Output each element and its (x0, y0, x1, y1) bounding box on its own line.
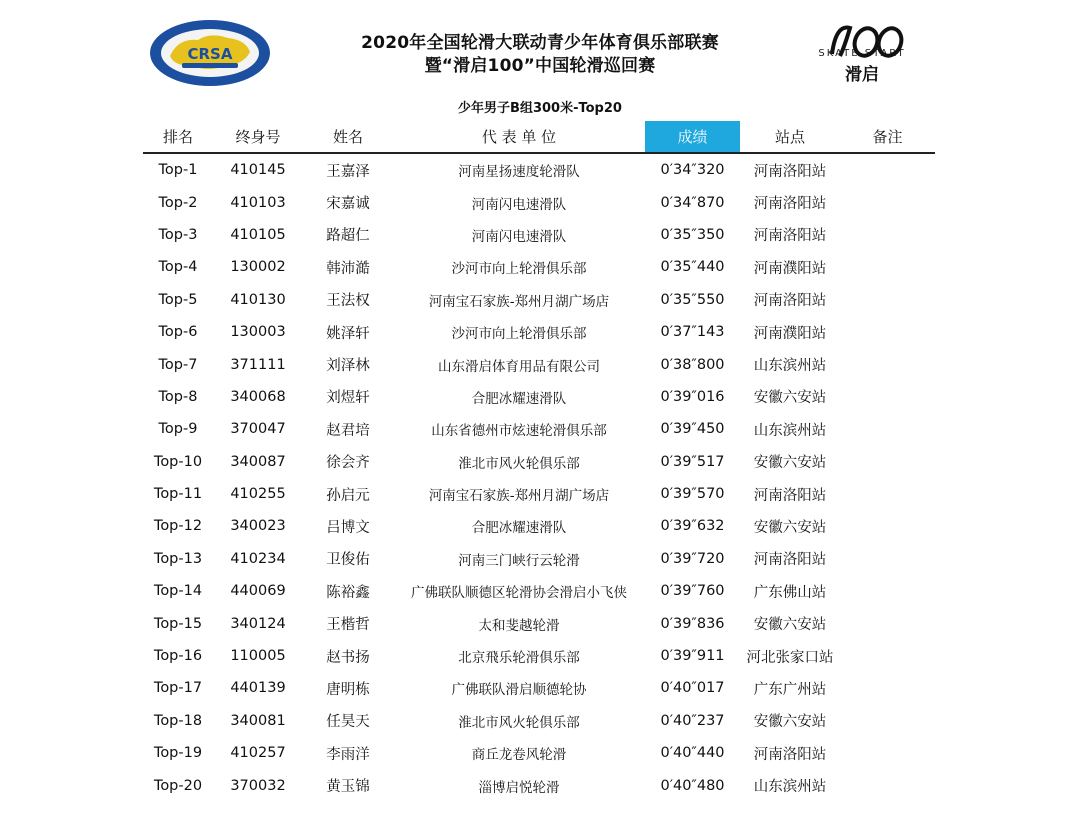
cell-id: 410255 (230, 486, 286, 503)
cell-id: 410257 (230, 745, 286, 762)
cell-note (840, 284, 935, 316)
cell-unit: 北京飛乐轮滑俱乐部 (458, 650, 580, 667)
cell-id: 371111 (230, 356, 286, 373)
cell-result: 0′39″517 (660, 453, 725, 470)
cell-unit: 山东省德州市炫速轮滑俱乐部 (431, 423, 607, 440)
cell-name: 吕博文 (326, 519, 370, 536)
cell-note (840, 153, 935, 186)
cell-rank: Top-20 (153, 777, 203, 794)
cell-name: 宋嘉诚 (326, 196, 370, 213)
header (0, 0, 1080, 95)
cell-note (840, 640, 935, 672)
cell-name: 李雨洋 (326, 746, 370, 763)
table-row (143, 316, 935, 348)
cell-note (840, 607, 935, 639)
cell-note (840, 769, 935, 801)
cell-note (840, 737, 935, 769)
cell-rank: Top-6 (158, 324, 198, 341)
cell-rank: Top-14 (153, 583, 203, 600)
cell-station: 山东滨州站 (753, 358, 827, 375)
cell-result: 0′38″800 (660, 356, 725, 373)
logo-skate-start-text: SKATE START (818, 48, 906, 59)
cell-id: 440069 (230, 583, 286, 600)
cell-id: 130002 (230, 259, 286, 276)
table-row (143, 640, 935, 672)
cell-rank: Top-11 (153, 486, 203, 503)
cell-name: 刘泽林 (326, 358, 370, 375)
cell-unit: 河南闪电速滑队 (471, 228, 567, 245)
cell-result: 0′39″760 (660, 583, 725, 600)
cell-id: 410130 (230, 291, 286, 308)
cell-station: 河南洛阳站 (753, 552, 827, 569)
header-unit: 代 表 单 位 (393, 121, 645, 153)
cell-result: 0′39″016 (660, 388, 725, 405)
cell-result: 0′39″911 (660, 648, 725, 665)
title-block (300, 32, 780, 78)
cell-name: 孙启元 (326, 487, 370, 504)
cell-name: 任昊天 (326, 714, 370, 731)
cell-rank: Top-3 (158, 226, 198, 243)
cell-unit: 商丘龙卷风轮滑 (471, 747, 567, 764)
cell-rank: Top-12 (153, 518, 203, 535)
cell-name: 卫俊佑 (326, 552, 370, 569)
cell-name: 唐明栋 (326, 681, 370, 698)
cell-station: 广东佛山站 (753, 584, 827, 601)
results-table (143, 121, 935, 802)
cell-rank: Top-4 (158, 259, 198, 276)
cell-station: 河南洛阳站 (753, 196, 827, 213)
cell-note (840, 316, 935, 348)
header-name: 姓名 (303, 121, 393, 153)
cell-rank: Top-9 (158, 421, 198, 438)
table-row (143, 672, 935, 704)
cell-id: 110005 (230, 648, 286, 665)
cell-rank: Top-16 (153, 648, 203, 665)
main-title-line2: 暨“滑启100”中国轮滑巡回赛 (424, 56, 656, 76)
cell-id: 340068 (230, 388, 286, 405)
table-row (143, 607, 935, 639)
cell-unit: 广佛联队顺德区轮滑协会滑启小飞侠 (411, 585, 627, 602)
cell-unit: 河南宝石家族-郑州月湖广场店 (428, 488, 610, 505)
main-title-line1: 2020年全国轮滑大联动青少年体育俱乐部联赛 (361, 33, 719, 53)
cell-result: 0′34″870 (660, 194, 725, 211)
cell-id: 340124 (230, 615, 286, 632)
cell-station: 河南洛阳站 (753, 163, 827, 180)
cell-note (840, 348, 935, 380)
table-body (143, 153, 935, 802)
cell-id: 370032 (230, 777, 286, 794)
subtitle: 少年男子B组300米-Top20 (458, 101, 622, 116)
table-row (143, 381, 935, 413)
cell-unit: 河南宝石家族-郑州月湖广场店 (428, 293, 610, 310)
cell-note (840, 251, 935, 283)
cell-unit: 太和斐越轮滑 (478, 617, 560, 634)
table-row (143, 510, 935, 542)
cell-unit: 河南三门峡行云轮滑 (458, 552, 580, 569)
table-row (143, 348, 935, 380)
cell-station: 河南濮阳站 (753, 260, 827, 277)
cell-unit: 合肥冰耀速滑队 (471, 390, 567, 407)
cell-result: 0′40″017 (660, 680, 725, 697)
cell-station: 安徽六安站 (753, 617, 827, 634)
table-header-row (143, 121, 935, 153)
cell-result: 0′35″350 (660, 226, 725, 243)
cell-unit: 淮北市风火轮俱乐部 (458, 455, 580, 472)
header-station: 站点 (740, 121, 840, 153)
cell-result: 0′35″440 (660, 259, 725, 276)
cell-station: 河南洛阳站 (753, 228, 827, 245)
cell-note (840, 381, 935, 413)
cell-result: 0′40″237 (660, 712, 725, 729)
cell-result: 0′39″450 (660, 421, 725, 438)
table-row (143, 153, 935, 186)
cell-id: 370047 (230, 421, 286, 438)
cell-station: 河南洛阳站 (753, 746, 827, 763)
cell-id: 340023 (230, 518, 286, 535)
cell-name: 路超仁 (326, 228, 370, 245)
table-row (143, 769, 935, 801)
skate-start-logo (792, 18, 932, 88)
cell-station: 河南洛阳站 (753, 293, 827, 310)
cell-rank: Top-8 (158, 388, 198, 405)
cell-result: 0′35″550 (660, 291, 725, 308)
logo-lettering: CRSA (187, 45, 233, 63)
cell-note (840, 543, 935, 575)
cell-id: 340081 (230, 712, 286, 729)
cell-id: 440139 (230, 680, 286, 697)
cell-note (840, 705, 935, 737)
cell-note (840, 219, 935, 251)
cell-note (840, 672, 935, 704)
cell-unit: 山东滑启体育用品有限公司 (438, 358, 600, 375)
cell-rank: Top-13 (153, 550, 203, 567)
cell-station: 安徽六安站 (753, 455, 827, 472)
cell-name: 刘煜轩 (326, 390, 370, 407)
table-row (143, 478, 935, 510)
cell-note (840, 446, 935, 478)
header-note: 备注 (840, 121, 935, 153)
table-row (143, 251, 935, 283)
table-row (143, 284, 935, 316)
cell-result: 0′40″440 (660, 745, 725, 762)
cell-rank: Top-18 (153, 712, 203, 729)
cell-name: 徐会齐 (326, 455, 370, 472)
cell-unit: 淄博启悦轮滑 (478, 779, 560, 796)
cell-station: 安徽六安站 (753, 390, 827, 407)
table-row (143, 186, 935, 218)
cell-rank: Top-19 (153, 745, 203, 762)
cell-station: 安徽六安站 (753, 519, 827, 536)
cell-unit: 沙河市向上轮滑俱乐部 (451, 261, 587, 278)
table-row (143, 543, 935, 575)
cell-id: 130003 (230, 324, 286, 341)
header-result: 成绩 (645, 121, 740, 153)
table-row (143, 575, 935, 607)
cell-station: 广东广州站 (753, 681, 827, 698)
cell-result: 0′34″320 (660, 162, 725, 179)
cell-unit: 沙河市向上轮滑俱乐部 (451, 326, 587, 343)
cell-note (840, 510, 935, 542)
cell-result: 0′40″480 (660, 777, 725, 794)
cell-rank: Top-17 (153, 680, 203, 697)
cell-name: 韩沛澔 (326, 260, 370, 277)
cell-result: 0′39″836 (660, 615, 725, 632)
table-row (143, 219, 935, 251)
table-row (143, 446, 935, 478)
cell-note (840, 478, 935, 510)
cell-id: 410234 (230, 550, 286, 567)
cell-result: 0′39″570 (660, 486, 725, 503)
cell-name: 王嘉泽 (326, 163, 370, 180)
cell-note (840, 575, 935, 607)
cell-station: 山东滨州站 (753, 422, 827, 439)
cell-id: 410105 (230, 226, 286, 243)
cell-unit: 河南闪电速滑队 (471, 196, 567, 213)
table-row (143, 737, 935, 769)
cell-id: 340087 (230, 453, 286, 470)
cell-rank: Top-10 (153, 453, 203, 470)
cell-result: 0′37″143 (660, 324, 725, 341)
cell-note (840, 186, 935, 218)
cell-station: 河北张家口站 (746, 649, 834, 666)
cell-rank: Top-5 (158, 291, 198, 308)
cell-station: 山东滨州站 (753, 779, 827, 796)
cell-name: 王楷哲 (326, 617, 370, 634)
cell-result: 0′39″720 (660, 550, 725, 567)
cell-name: 赵君培 (326, 422, 370, 439)
cell-name: 黄玉锦 (326, 779, 370, 796)
cell-station: 安徽六安站 (753, 714, 827, 731)
header-id: 终身号 (213, 121, 303, 153)
cell-station: 河南濮阳站 (753, 325, 827, 342)
cell-id: 410103 (230, 194, 286, 211)
cell-rank: Top-1 (158, 162, 198, 179)
cell-result: 0′39″632 (660, 518, 725, 535)
cell-name: 姚泽轩 (326, 325, 370, 342)
logo-chinese-text: 滑启 (845, 65, 879, 85)
cell-unit: 合肥冰耀速滑队 (471, 520, 567, 537)
association-logo (148, 18, 272, 88)
cell-unit: 广佛联队滑启顺德轮协 (451, 682, 587, 699)
cell-rank: Top-7 (158, 356, 198, 373)
cell-id: 410145 (230, 162, 286, 179)
header-rank: 排名 (143, 121, 213, 153)
cell-note (840, 413, 935, 445)
cell-unit: 淮北市风火轮俱乐部 (458, 714, 580, 731)
cell-unit: 河南星扬速度轮滑队 (458, 164, 580, 181)
cell-rank: Top-2 (158, 194, 198, 211)
cell-station: 河南洛阳站 (753, 487, 827, 504)
cell-name: 陈裕鑫 (326, 584, 370, 601)
table-row (143, 413, 935, 445)
cell-rank: Top-15 (153, 615, 203, 632)
table-row (143, 705, 935, 737)
cell-name: 赵书扬 (326, 649, 370, 666)
cell-name: 王法权 (326, 293, 370, 310)
